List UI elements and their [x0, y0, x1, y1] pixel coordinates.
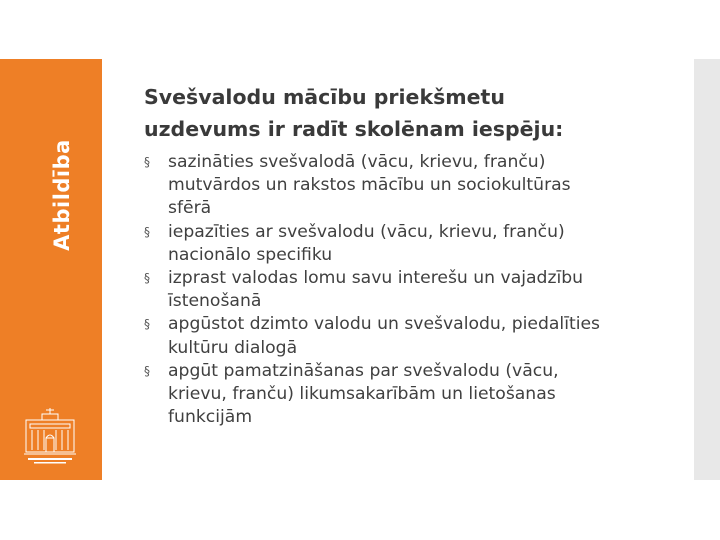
- bullet-marker-icon: §: [144, 271, 150, 286]
- bullet-line: krievu, franču) likumsakarībām un lietošanas: [168, 384, 556, 405]
- bullet-marker-icon: §: [144, 363, 150, 378]
- right-edge-bar: [694, 59, 720, 480]
- bullet-item: [144, 360, 684, 430]
- slide-title-line: uzdevums ir radīt skolēnam iespēju:: [144, 117, 564, 141]
- bullet-marker-icon: §: [144, 155, 150, 169]
- bullet-text: [168, 360, 684, 430]
- bullet-line: apgūt pamatzināšanas par svešvalodu (vācu,: [168, 360, 559, 381]
- bullet-item: [144, 151, 684, 221]
- bullet-line: izprast valodas lomu savu interešu un vajadzību: [168, 268, 584, 289]
- bullet-text: [168, 313, 684, 359]
- bullet-item: [144, 221, 684, 267]
- bullet-text: [168, 151, 684, 221]
- bullet-line: kultūru dialogā: [168, 337, 298, 358]
- bullet-list: [144, 151, 684, 429]
- bullet-line: sazināties svešvalodā (vācu, krievu, franču): [168, 152, 546, 172]
- bullet-marker-icon: §: [144, 317, 150, 332]
- bullet-item: [144, 267, 684, 313]
- bullet-line: funkcijām: [168, 407, 253, 428]
- bullet-line: apgūstot dzimto valodu un svešvalodu, piedalīties: [168, 314, 601, 335]
- bullet-text: [168, 221, 684, 267]
- bullet-line: mutvārdos un rakstos mācību un sociokultūras: [168, 175, 571, 196]
- bullet-item: [144, 313, 684, 359]
- bullet-text: [168, 267, 684, 313]
- slide-title-line: Svešvalodu mācību priekšmetu: [144, 85, 505, 109]
- bullet-marker-icon: §: [144, 224, 150, 239]
- bullet-line: iepazīties ar svešvalodu (vācu, krievu, franču): [168, 221, 565, 242]
- bullet-line: īstenošanā: [168, 291, 262, 312]
- school-building-logo-icon: [22, 406, 78, 468]
- sidebar-label: Atbildība: [50, 139, 74, 251]
- bullet-line: sfērā: [168, 198, 212, 219]
- slide-title: [144, 81, 664, 145]
- bullet-line: nacionālo specifiku: [168, 244, 333, 265]
